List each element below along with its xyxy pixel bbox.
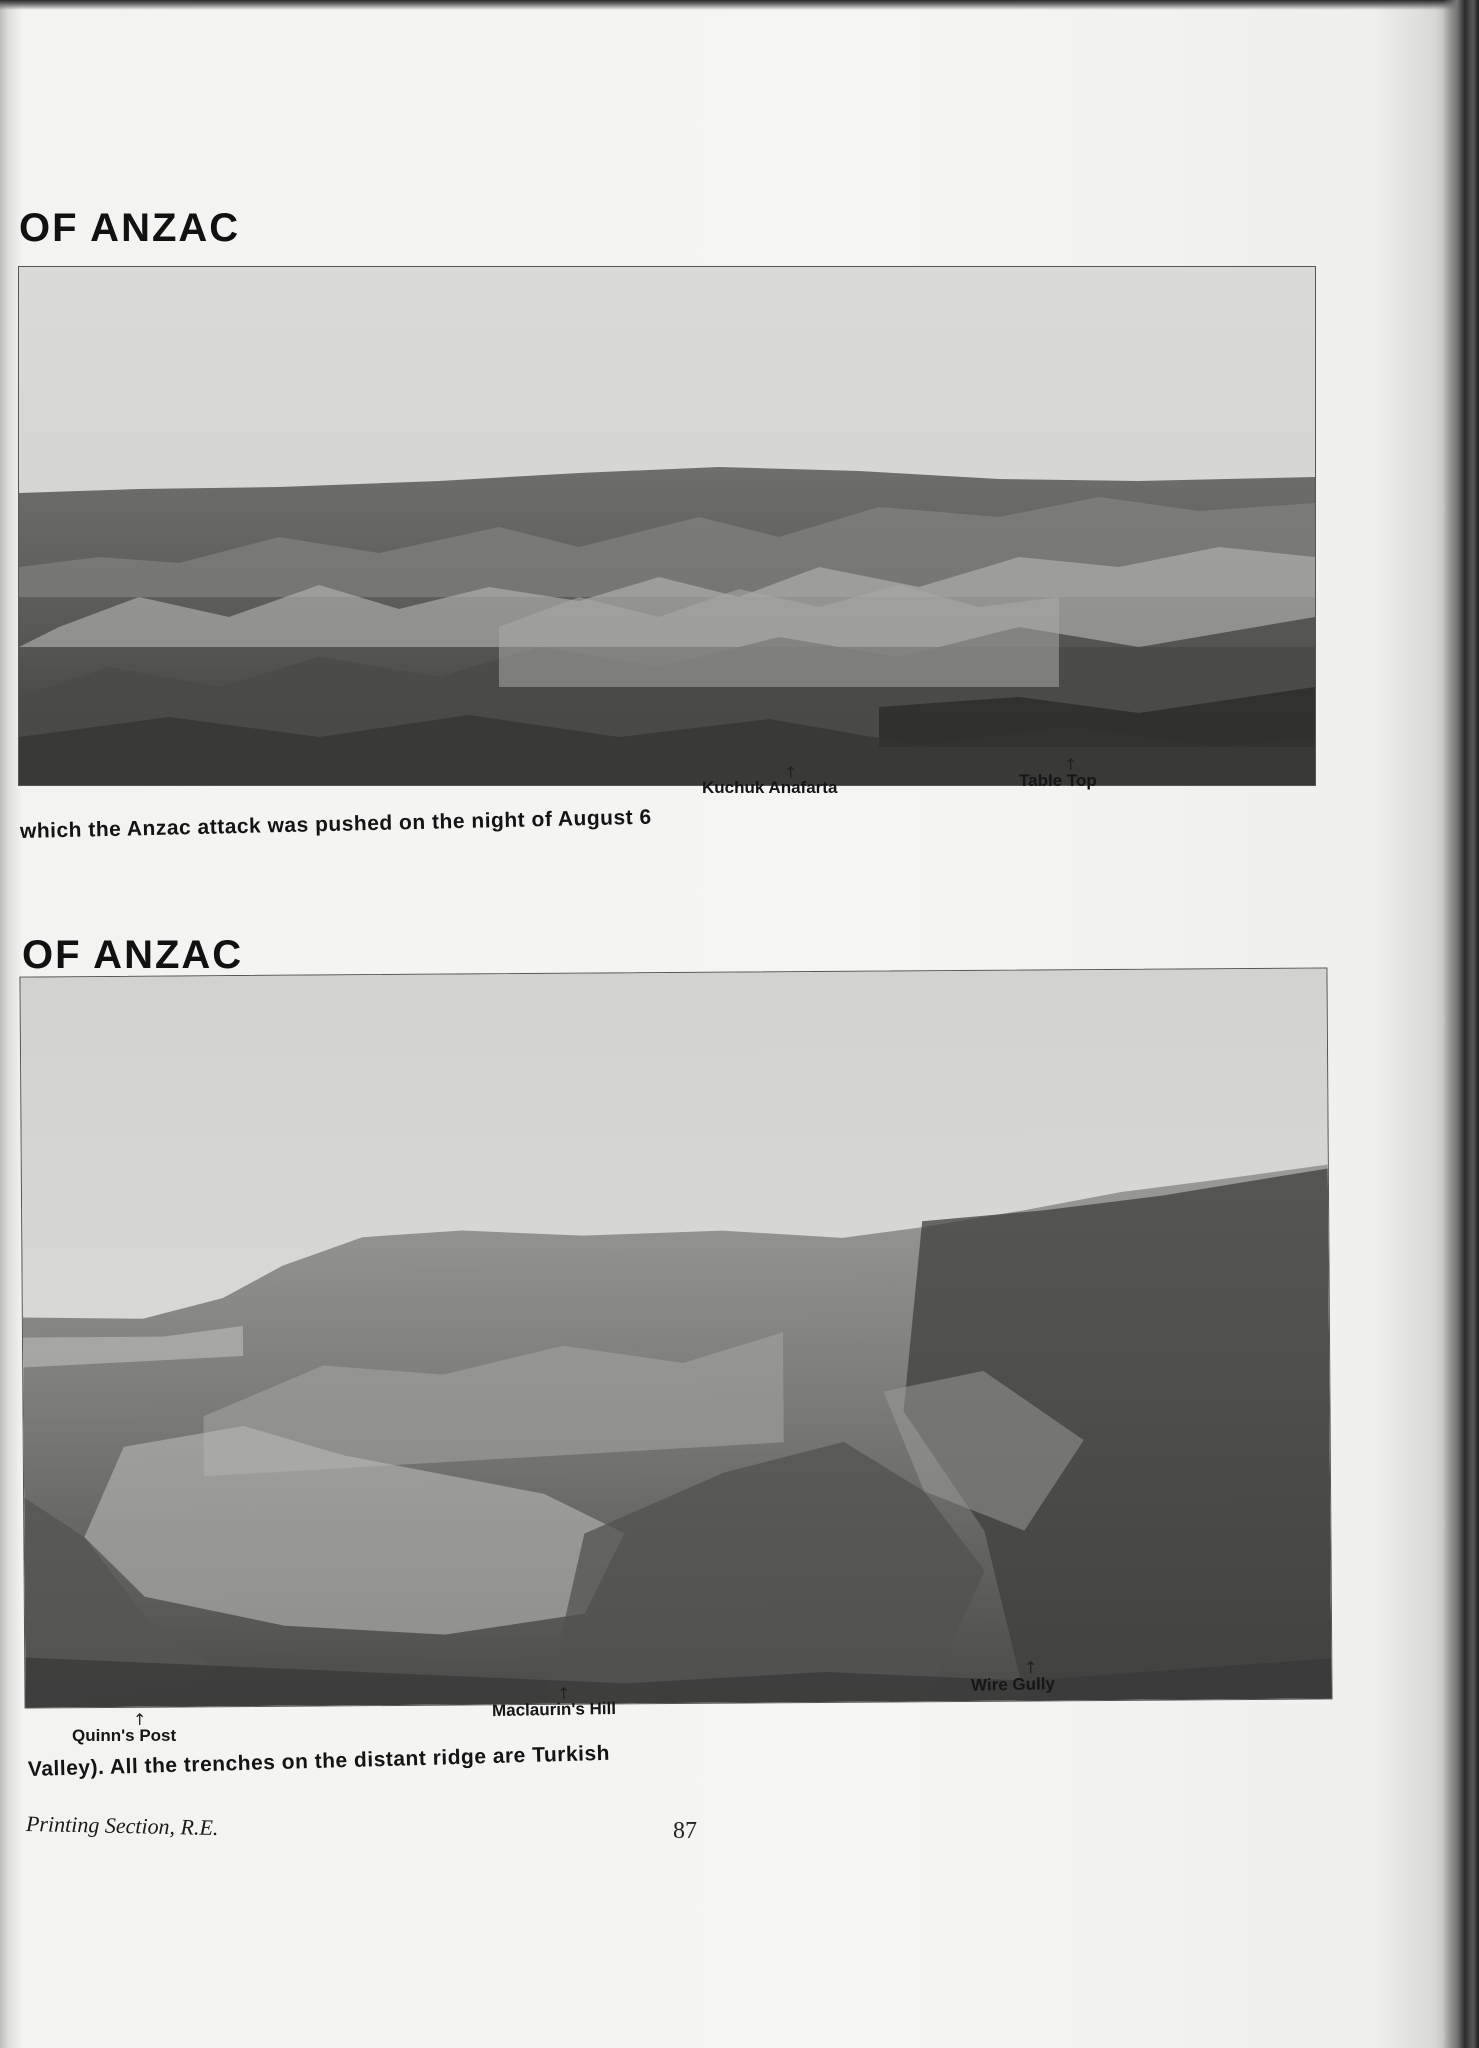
photo-caption-top: which the Anzac attack was pushed on the night of August 6 xyxy=(19,805,652,843)
panorama-photo-top xyxy=(18,266,1316,786)
photo-label-maclaurins-hill: Maclaurin's Hill xyxy=(491,1698,617,1721)
photo-label-table-top: Table Top xyxy=(1019,771,1097,790)
up-arrow-icon: ↑ xyxy=(1064,755,1078,774)
book-spine-edge xyxy=(1443,0,1479,2048)
panorama-image-top xyxy=(19,267,1315,785)
up-arrow-icon: ↑ xyxy=(557,1684,571,1703)
photo-label-wire-gully: Wire Gully xyxy=(970,1674,1056,1695)
page-top-shadow xyxy=(0,0,1479,10)
panorama-photo-bottom xyxy=(19,967,1332,1708)
panorama-image-bottom xyxy=(20,968,1331,1707)
photo-caption-bottom: Valley). All the trenches on the distant ridge are Turkish xyxy=(27,1741,611,1781)
printer-credit: Printing Section, R.E. xyxy=(25,1810,219,1841)
photo-label-quinns-post: Quinn's Post xyxy=(72,1726,177,1745)
page-number: 87 xyxy=(673,1818,697,1844)
section-heading-top: OF ANZAC xyxy=(19,206,241,250)
up-arrow-icon: ↑ xyxy=(784,763,798,782)
photo-label-kuchuk-anafarta: Kuchuk Anafarta xyxy=(702,778,838,797)
section-heading-bottom: OF ANZAC xyxy=(22,933,244,977)
up-arrow-icon: ↑ xyxy=(133,1710,147,1729)
up-arrow-icon: ↑ xyxy=(1024,1658,1038,1677)
